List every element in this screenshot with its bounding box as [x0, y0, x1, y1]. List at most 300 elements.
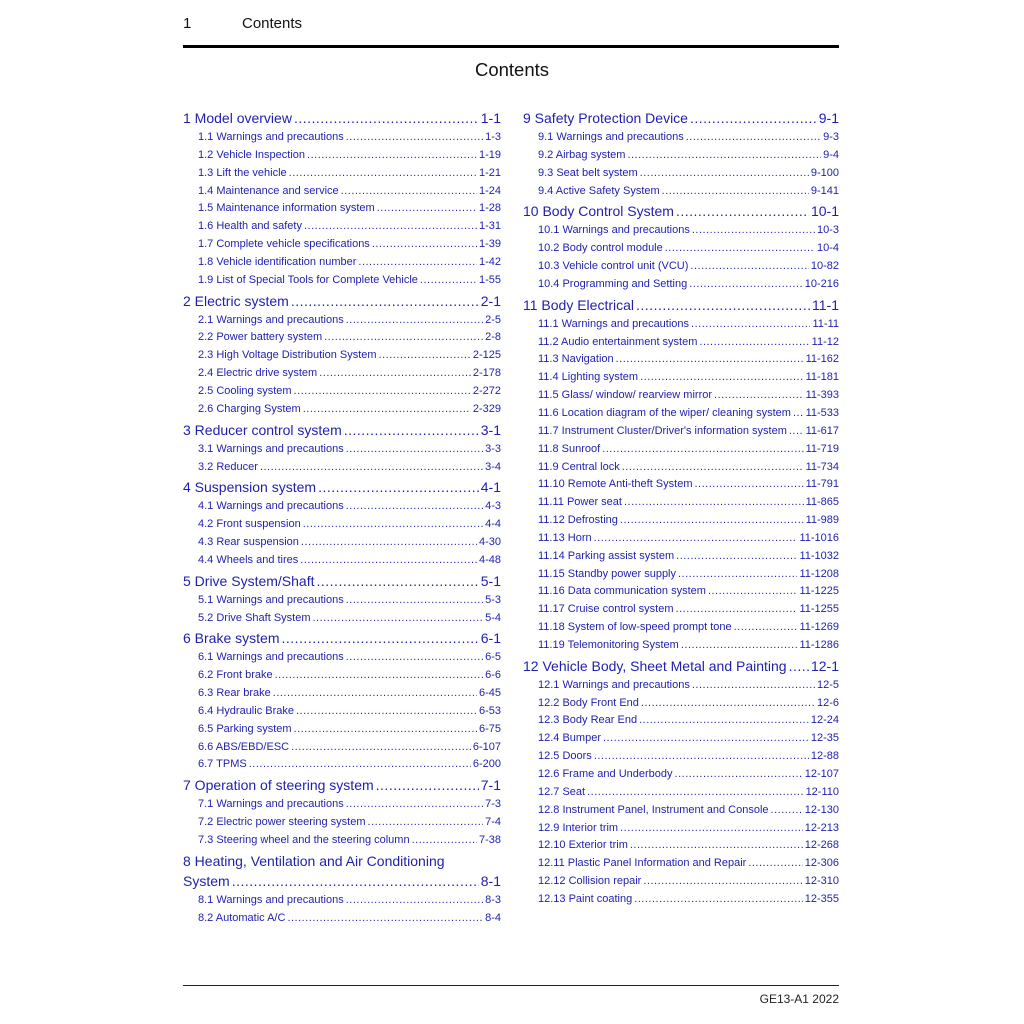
toc-entry-title: 11.5 Glass/ window/ rearview mirror	[538, 389, 713, 402]
dot-leader	[346, 498, 483, 516]
toc-entry-page: 11-1	[812, 296, 839, 313]
toc-section-entry[interactable]	[523, 748, 839, 766]
toc-entry-title: 4.1 Warnings and precautions	[198, 500, 344, 513]
dot-leader	[289, 165, 477, 183]
toc-section-entry[interactable]	[183, 610, 501, 628]
toc-entry-page: 12-213	[804, 821, 839, 834]
toc-entry-title: 1.9 List of Special Tools for Complete Vehicle	[198, 273, 418, 286]
toc-entry-page: 4-3	[485, 500, 501, 513]
dot-leader	[662, 183, 809, 201]
toc-section-entry[interactable]	[523, 441, 839, 459]
toc-entry-title: 6.1 Warnings and precautions	[198, 651, 344, 664]
toc-entry-title: 4.3 Rear suspension	[198, 536, 299, 549]
toc-section-entry[interactable]	[183, 498, 501, 516]
toc-section-entry[interactable]	[183, 892, 501, 910]
toc-entry-title: 2.2 Power battery system	[198, 331, 323, 344]
toc-section-entry[interactable]	[523, 276, 839, 294]
toc-section-entry[interactable]	[523, 855, 839, 873]
toc-entry-page: 4-48	[478, 553, 501, 566]
toc-entry-title: 7.2 Electric power steering system	[198, 816, 366, 829]
toc-entry-title: 2 Electric system	[183, 292, 289, 309]
toc-entry-page: 7-38	[478, 834, 501, 846]
toc-chapter-block	[183, 850, 501, 928]
dot-leader	[300, 552, 477, 570]
dot-leader	[771, 802, 803, 820]
dot-leader	[692, 222, 815, 240]
toc-entry-page: 1-39	[478, 238, 501, 251]
dot-leader	[376, 774, 479, 796]
toc-entry-page: 2-329	[472, 402, 501, 415]
dot-leader	[630, 837, 803, 855]
dot-leader	[627, 147, 821, 165]
toc-section-entry[interactable]	[183, 832, 501, 850]
toc-entry-title: 5.1 Warnings and precautions	[198, 593, 344, 606]
toc-entry-title: 10.3 Vehicle control unit (VCU)	[538, 260, 689, 273]
toc-section-entry[interactable]	[183, 685, 501, 703]
toc-entry-page: 12-107	[804, 768, 839, 780]
toc-entry-page: 10-4	[816, 242, 839, 255]
dot-leader	[616, 351, 804, 369]
toc-entry-page: 1-31	[478, 220, 501, 233]
dot-leader	[346, 129, 483, 147]
toc-entry-page: 1-19	[478, 148, 501, 161]
toc-section-entry[interactable]	[183, 329, 501, 347]
toc-section-entry[interactable]	[523, 837, 839, 855]
toc-entry-title: 2.1 Warnings and precautions	[198, 313, 344, 326]
dot-leader	[273, 685, 477, 703]
toc-entry-title: 11.8 Sunroof	[538, 442, 601, 455]
toc-section-entry[interactable]	[523, 802, 839, 820]
dot-leader	[676, 548, 797, 566]
dot-leader	[789, 423, 804, 441]
dot-leader	[603, 730, 809, 748]
toc-entry-page: 9-3	[823, 131, 839, 143]
toc-entry-page: 6-75	[478, 722, 501, 735]
toc-entry-page: 11-791	[805, 478, 839, 491]
dot-leader	[634, 891, 803, 909]
toc-chapter-block	[183, 290, 501, 419]
toc-section-entry[interactable]	[523, 730, 839, 748]
toc-entry-page: 10-82	[810, 260, 839, 273]
toc-section-entry[interactable]	[523, 619, 839, 637]
dot-leader	[296, 703, 477, 721]
toc-entry-title: 1.4 Maintenance and service	[198, 184, 339, 197]
toc-section-entry[interactable]	[183, 218, 501, 236]
dot-leader	[678, 566, 797, 584]
toc-section-entry[interactable]	[183, 703, 501, 721]
toc-entry-page: 11-1255	[799, 603, 839, 616]
toc-section-entry[interactable]	[523, 530, 839, 548]
toc-section-entry[interactable]	[523, 258, 839, 276]
dot-leader	[734, 619, 798, 637]
dot-leader	[317, 570, 479, 592]
toc-section-entry[interactable]	[523, 548, 839, 566]
toc-entry-page: 11-617	[805, 424, 839, 437]
toc-section-entry[interactable]	[183, 147, 501, 165]
toc-section-entry[interactable]	[523, 820, 839, 838]
toc-entry-title: 10.4 Programming and Setting	[538, 277, 688, 290]
toc-entry-title: 1.5 Maintenance information system	[198, 202, 375, 215]
toc-section-entry[interactable]	[523, 695, 839, 713]
toc-entry-page: 6-200	[472, 758, 501, 771]
toc-entry-page: 7-3	[485, 798, 501, 811]
toc-chapter-block	[183, 774, 501, 850]
toc-chapter-entry[interactable]	[523, 107, 839, 129]
toc-entry-page: 6-5	[485, 651, 501, 664]
dot-leader	[636, 294, 810, 316]
toc-entry-page: 10-216	[804, 277, 839, 290]
dot-leader	[346, 441, 483, 459]
toc-entry-title: 11.11 Power seat	[538, 496, 622, 509]
toc-section-entry[interactable]	[523, 637, 839, 655]
toc-section-entry[interactable]	[523, 387, 839, 405]
toc-entry-title: 11.13 Horn	[538, 531, 592, 544]
dot-leader	[676, 601, 798, 619]
toc-section-entry[interactable]	[183, 254, 501, 272]
toc-entry-title: 6.4 Hydraulic Brake	[198, 704, 294, 717]
toc-section-entry[interactable]	[183, 516, 501, 534]
toc-entry-title: 11.18 System of low-speed prompt tone	[538, 621, 732, 634]
toc-entry-page: 11-1208	[799, 567, 839, 580]
toc-section-entry[interactable]	[523, 147, 839, 165]
toc-entry-title: 12.8 Instrument Panel, Instrument and Console	[538, 803, 769, 816]
toc-entry-page: 6-45	[478, 687, 501, 700]
toc-entry-title: 9.1 Warnings and precautions	[538, 131, 684, 143]
toc-chapter-entry[interactable]	[183, 107, 501, 129]
toc-entry-page: 4-30	[478, 536, 501, 549]
toc-section-entry[interactable]	[183, 401, 501, 419]
dot-leader	[689, 276, 803, 294]
toc-section-entry[interactable]	[183, 552, 501, 570]
toc-entry-title: 9 Safety Protection Device	[523, 110, 688, 126]
dot-leader	[260, 459, 483, 477]
toc-section-entry[interactable]	[523, 183, 839, 201]
toc-entry-page: 11-865	[805, 496, 839, 509]
toc-entry-title: 12.3 Body Rear End	[538, 714, 638, 727]
toc-entry-title: 12.12 Collision repair	[538, 875, 642, 888]
toc-entry-title: 5.2 Drive Shaft System	[198, 611, 311, 624]
toc-right-column	[523, 107, 839, 909]
toc-section-entry[interactable]	[523, 512, 839, 530]
toc-entry-title: 11.10 Remote Anti-theft System	[538, 478, 693, 491]
toc-chapter-entry[interactable]	[183, 476, 501, 498]
toc-section-entry[interactable]	[523, 891, 839, 909]
toc-entry-title: 1.2 Vehicle Inspection	[198, 148, 306, 161]
toc-entry-page: 8-4	[485, 911, 501, 924]
toc-chapter-block	[183, 476, 501, 569]
dot-leader	[304, 218, 477, 236]
toc-entry-page: 11-162	[805, 353, 839, 366]
dot-leader	[358, 254, 477, 272]
toc-chapter-entry[interactable]	[523, 655, 839, 677]
toc-section-entry[interactable]	[183, 183, 501, 201]
toc-section-entry[interactable]	[523, 766, 839, 784]
toc-section-entry[interactable]	[523, 351, 839, 369]
dot-leader	[303, 516, 483, 534]
toc-chapter-entry[interactable]	[523, 294, 839, 316]
toc-entry-page: 2-272	[472, 384, 501, 397]
toc-entry-title: 6.3 Rear brake	[198, 687, 271, 700]
dot-leader	[420, 272, 477, 290]
dot-leader	[303, 401, 471, 419]
dot-leader	[307, 147, 477, 165]
toc-section-entry[interactable]	[523, 677, 839, 695]
toc-section-entry[interactable]	[183, 236, 501, 254]
toc-entry-title: 3.1 Warnings and precautions	[198, 442, 344, 455]
toc-section-entry[interactable]	[523, 712, 839, 730]
toc-section-entry[interactable]	[523, 494, 839, 512]
header-page-number: 1	[183, 15, 192, 32]
dot-leader	[793, 405, 804, 423]
toc-entry-title: 3 Reducer control system	[183, 421, 342, 438]
toc-chapter-entry[interactable]	[183, 290, 501, 312]
dot-leader	[291, 739, 471, 757]
toc-section-entry[interactable]	[183, 649, 501, 667]
footer-doc-code: GE13-A1 2022	[759, 992, 839, 1006]
toc-section-entry[interactable]	[523, 405, 839, 423]
toc-entry-page: 2-8	[485, 331, 501, 344]
toc-entry-title: 11.2 Audio entertainment system	[538, 335, 698, 348]
toc-entry-title: 12.11 Plastic Panel Information and Repair	[538, 857, 747, 870]
toc-section-entry[interactable]	[183, 312, 501, 330]
toc-section-entry[interactable]	[183, 910, 501, 928]
toc-entry-page: 1-3	[485, 131, 501, 143]
toc-section-entry[interactable]	[523, 784, 839, 802]
toc-entry-title: 12.9 Interior trim	[538, 821, 619, 834]
toc-entry-title: 7.1 Warnings and precautions	[198, 798, 344, 811]
toc-entry-page: 2-5	[485, 313, 501, 326]
toc-entry-page: 2-1	[480, 292, 501, 309]
toc-entry-title: 2.3 High Voltage Distribution System	[198, 349, 377, 362]
dot-leader	[681, 637, 798, 655]
toc-section-entry[interactable]	[183, 441, 501, 459]
toc-section-entry[interactable]	[523, 423, 839, 441]
toc-section-entry[interactable]	[523, 334, 839, 352]
dot-leader	[594, 748, 809, 766]
toc-entry-page: 4-4	[485, 518, 501, 531]
toc-entry-page: 12-355	[804, 892, 839, 905]
dot-leader	[313, 610, 484, 628]
toc-chapter-entry[interactable]	[183, 627, 501, 649]
toc-entry-page: 12-35	[810, 732, 839, 745]
toc-entry-title: 12.10 Exterior trim	[538, 839, 628, 852]
toc-entry-title: 2.6 Charging System	[198, 402, 301, 415]
toc-entry-title: 1.3 Lift the vehicle	[198, 166, 287, 179]
toc-entry-title: System	[183, 872, 230, 889]
toc-entry-title: 3.2 Reducer	[198, 460, 258, 473]
dot-leader	[346, 892, 483, 910]
toc-section-entry[interactable]	[523, 129, 839, 147]
dot-leader	[690, 258, 808, 276]
toc-entry-title: 11.4 Lighting system	[538, 371, 639, 384]
toc-chapter-entry[interactable]	[183, 870, 501, 892]
dot-leader	[622, 459, 804, 477]
dot-leader	[412, 832, 477, 850]
toc-entry-title: 11.19 Telemonitoring System	[538, 638, 679, 651]
toc-entry-page: 4-1	[480, 479, 501, 496]
dot-leader	[602, 441, 803, 459]
toc-entry-title: 12.1 Warnings and precautions	[538, 678, 690, 691]
toc-section-entry[interactable]	[523, 316, 839, 334]
toc-entry-title: 11.3 Navigation	[538, 353, 614, 366]
dot-leader	[708, 583, 798, 601]
toc-entry-title: 7 Operation of steering system	[183, 777, 374, 794]
toc-entry-page: 2-178	[472, 367, 501, 380]
toc-entry-title: 12.6 Frame and Underbody	[538, 768, 673, 780]
toc-section-entry[interactable]	[183, 129, 501, 147]
toc-entry-title: 11 Body Electrical	[523, 296, 635, 313]
toc-section-entry[interactable]	[183, 459, 501, 477]
dot-leader	[377, 200, 477, 218]
toc-entry-page: 12-6	[816, 696, 839, 709]
toc-section-entry[interactable]	[523, 222, 839, 240]
dot-leader	[249, 756, 471, 774]
toc-entry-title: 1.8 Vehicle identification number	[198, 255, 357, 268]
toc-entry-title: 1.1 Warnings and precautions	[198, 131, 344, 143]
toc-section-entry[interactable]	[183, 721, 501, 739]
toc-entry-page: 8-1	[480, 872, 501, 889]
toc-entry-title: 11.6 Location diagram of the wiper/ cleaning system	[538, 406, 791, 419]
toc-entry-page: 6-1	[480, 630, 501, 647]
toc-chapter-block	[523, 294, 839, 655]
toc-entry-page: 1-42	[478, 255, 501, 268]
toc-entry-title: 4.4 Wheels and tires	[198, 553, 299, 566]
toc-chapter-block	[183, 627, 501, 774]
toc-entry-page: 12-1	[810, 657, 839, 674]
toc-entry-title: 2.4 Electric drive system	[198, 367, 318, 380]
toc-chapter-block	[523, 107, 839, 200]
toc-entry-title: 11.16 Data communication system	[538, 585, 706, 598]
toc-chapter-entry[interactable]	[523, 200, 839, 222]
toc-entry-page: 11-989	[805, 514, 839, 527]
toc-section-entry[interactable]	[183, 739, 501, 757]
toc-entry-page: 3-4	[485, 460, 501, 473]
toc-section-entry[interactable]	[183, 796, 501, 814]
toc-chapter-entry[interactable]	[183, 419, 501, 441]
toc-entry-page: 6-107	[472, 740, 501, 753]
toc-entry-title: 12 Vehicle Body, Sheet Metal and Painting	[523, 657, 787, 674]
toc-entry-page: 6-53	[478, 704, 501, 717]
toc-entry-page: 11-533	[805, 406, 839, 419]
toc-section-entry[interactable]	[523, 240, 839, 258]
toc-entry-page: 11-719	[805, 442, 839, 455]
toc-section-entry[interactable]	[523, 873, 839, 891]
toc-entry-title: 11.12 Defrosting	[538, 514, 618, 527]
toc-entry-page: 12-306	[804, 857, 839, 870]
toc-section-entry[interactable]	[523, 476, 839, 494]
toc-left-column	[183, 107, 501, 928]
toc-entry-page: 12-110	[805, 785, 839, 798]
toc-section-entry[interactable]	[183, 347, 501, 365]
toc-section-entry[interactable]	[183, 383, 501, 401]
toc-entry-title: 10.1 Warnings and precautions	[538, 224, 690, 237]
dot-leader	[643, 873, 802, 891]
toc-section-entry[interactable]	[523, 459, 839, 477]
dot-leader	[691, 316, 810, 334]
toc-entry-page: 9-1	[818, 110, 839, 126]
toc-entry-title: 11.1 Warnings and precautions	[538, 317, 690, 330]
toc-entry-page: 1-21	[478, 166, 501, 179]
toc-entry-page: 12-88	[810, 750, 839, 763]
toc-section-entry[interactable]	[183, 592, 501, 610]
toc-chapter-title-line1[interactable]: 8 Heating, Ventilation and Air Conditioning	[183, 852, 445, 869]
toc-section-entry[interactable]	[183, 200, 501, 218]
toc-entry-page: 11-11	[812, 317, 839, 330]
toc-section-entry[interactable]	[183, 365, 501, 383]
toc-entry-page: 7-1	[480, 777, 501, 794]
dot-leader	[694, 476, 803, 494]
dot-leader	[346, 312, 483, 330]
toc-section-entry[interactable]	[523, 165, 839, 183]
toc-entry-title: 10.2 Body control module	[538, 242, 663, 255]
toc-section-entry[interactable]	[183, 272, 501, 290]
toc-entry-page: 12-310	[804, 875, 839, 888]
toc-section-entry[interactable]	[183, 667, 501, 685]
toc-chapter-entry[interactable]	[183, 774, 501, 796]
dot-leader	[294, 383, 471, 401]
dot-leader	[318, 476, 479, 498]
toc-section-entry[interactable]	[523, 583, 839, 601]
toc-entry-title: 9.2 Airbag system	[538, 148, 626, 161]
toc-entry-page: 9-4	[823, 148, 839, 161]
toc-entry-page: 2-125	[472, 349, 501, 362]
dot-leader	[372, 236, 477, 254]
toc-section-entry[interactable]	[183, 814, 501, 832]
toc-chapter-block	[523, 655, 839, 909]
toc-section-entry[interactable]	[523, 566, 839, 584]
page-title: Contents	[474, 59, 550, 80]
toc-entry-page: 11-181	[805, 371, 839, 384]
toc-entry-title: 1 Model overview	[183, 110, 292, 126]
toc-entry-title: 8.1 Warnings and precautions	[198, 893, 344, 906]
toc-entry-page: 10-1	[810, 203, 839, 220]
toc-entry-title: 11.9 Central lock	[538, 460, 620, 473]
dot-leader	[665, 240, 815, 258]
toc-section-entry[interactable]	[523, 601, 839, 619]
toc-entry-page: 5-1	[480, 572, 501, 589]
toc-section-entry[interactable]	[183, 756, 501, 774]
toc-entry-title: 1.6 Health and safety	[198, 220, 302, 233]
toc-chapter-entry[interactable]	[183, 570, 501, 592]
toc-chapter-block	[183, 419, 501, 477]
dot-leader	[640, 165, 809, 183]
dot-leader	[686, 129, 821, 147]
toc-section-entry[interactable]	[183, 165, 501, 183]
dot-leader	[346, 796, 483, 814]
toc-entry-title: 6.2 Front brake	[198, 669, 273, 682]
toc-entry-page: 12-130	[804, 803, 839, 816]
toc-section-entry[interactable]	[523, 369, 839, 387]
dot-leader	[341, 183, 477, 201]
toc-section-entry[interactable]	[183, 534, 501, 552]
dot-leader	[640, 369, 803, 387]
toc-entry-title: 5 Drive System/Shaft	[183, 572, 315, 589]
toc-entry-title: 6.6 ABS/EBD/ESC	[198, 740, 290, 753]
dot-leader	[275, 667, 484, 685]
toc-entry-page: 11-12	[811, 335, 839, 348]
dot-leader	[692, 677, 815, 695]
toc-entry-page: 6-6	[485, 669, 501, 682]
toc-entry-page: 8-3	[485, 893, 501, 906]
toc-entry-page: 3-1	[480, 421, 501, 438]
toc-entry-page: 9-100	[810, 166, 839, 179]
toc-entry-title: 2.5 Cooling system	[198, 384, 292, 397]
toc-entry-title: 12.2 Body Front End	[538, 696, 639, 709]
toc-entry-page: 5-4	[485, 611, 501, 624]
dot-leader	[789, 655, 809, 677]
toc-entry-page: 1-1	[480, 110, 501, 126]
dot-leader	[368, 814, 484, 832]
